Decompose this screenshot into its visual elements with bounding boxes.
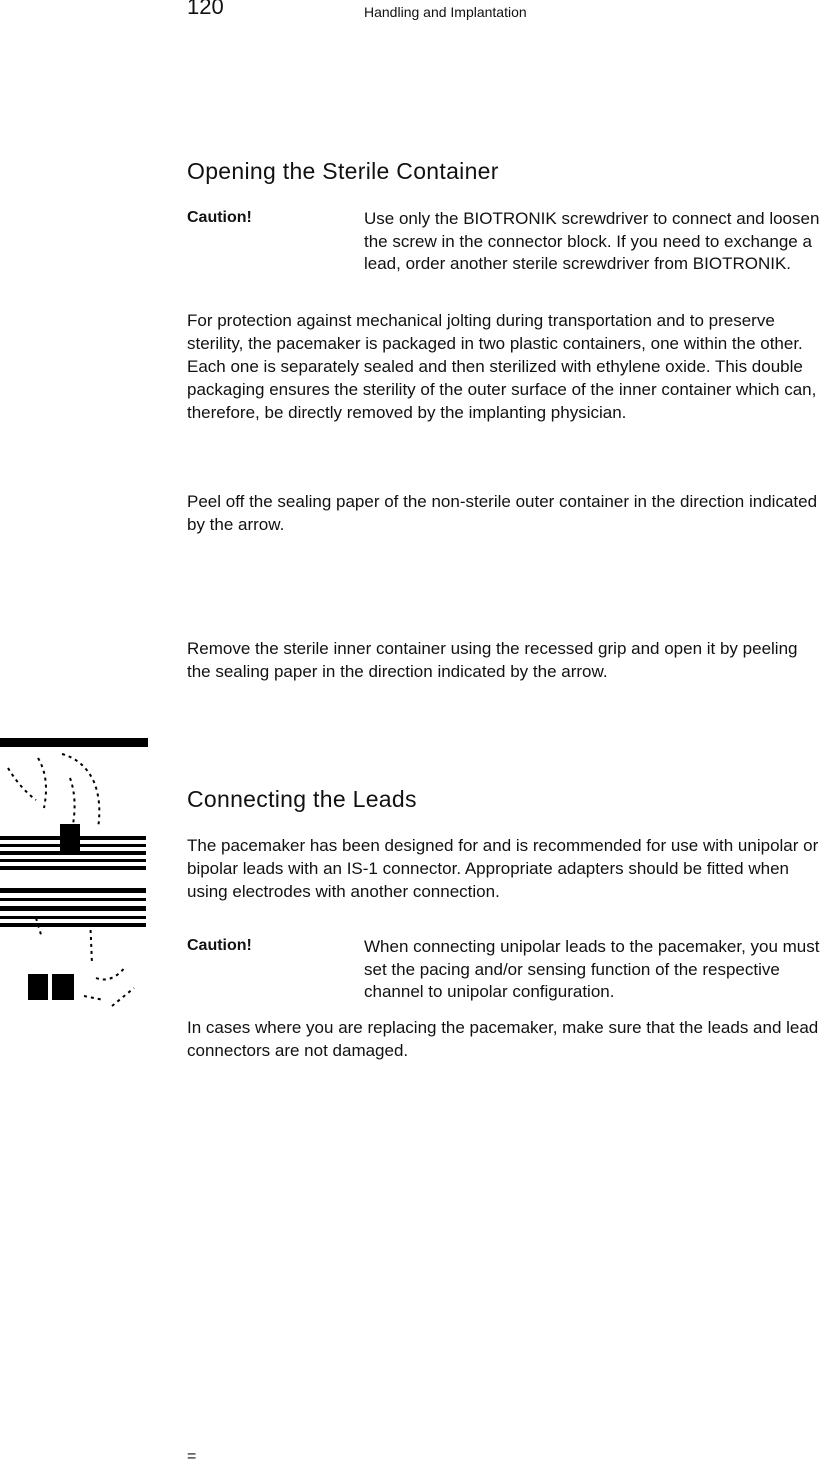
figure-top-bar [0,738,148,747]
paragraph-packaging: For protection against mechanical jolting during transportation and to preserve sterility, the pacemaker is packaged in two plastic containers, one within the other. Each one is separately sealed and then sterilized with ethylene oxide. This double packaging ensures the sterility of the outer surface of the inner container which can, therefore, be directly removed by the implanting physician. [187,311,817,422]
paragraph-peel-outer: Peel off the sealing paper of the non-sterile outer container in the direction indicated by the arrow. [187,492,818,534]
paragraph-replacement: In cases where you are replacing the pacemaker, make sure that the leads and lead connectors are not damaged. [187,1018,819,1060]
section-title-opening: Opening the Sterile Container [187,158,499,184]
footer-mark: = [187,1448,197,1465]
section-title-connecting: Connecting the Leads [187,786,417,812]
scanned-figure [0,738,150,1014]
page-number: 120 [187,0,224,19]
caution-text-leads: When connecting unipolar leads to the pacemaker, you must set the pacing and/or sensing function of the respective channel to unipolar configuration. [364,937,820,1001]
running-header: Handling and Implantation [364,4,527,20]
paragraph-remove-inner: Remove the sterile inner container using the recessed grip and open it by peeling the sealing paper in the direction indicated by the arrow. [187,639,798,681]
paragraph-lead-design: The pacemaker has been designed for and is recommended for use with unipolar or bipolar leads with an IS-1 connector. Appropriate adapters should be fitted when using electrodes with another connection. [187,836,819,901]
figure-dark-blobs [28,974,74,1000]
caution-label-leads: Caution! [187,937,252,954]
caution-text: Use only the BIOTRONIK screwdriver to connect and loosen the screw in the connector block. If you need to exchange a lead, order another sterile screwdriver from BIOTRONIK. [364,209,820,273]
figure-dotted-sketch [8,754,134,1006]
figure-hatched-band-lower [0,888,146,927]
caution-label: Caution! [187,209,252,226]
